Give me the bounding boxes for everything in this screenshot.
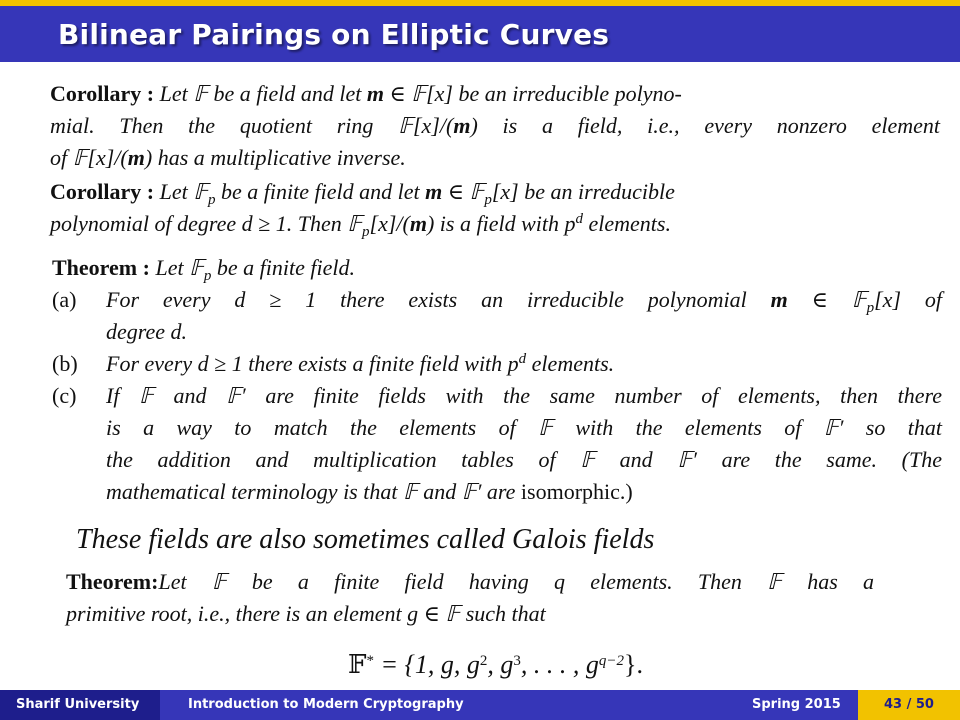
formula-lhs: 𝔽 [348, 650, 367, 679]
item-c-isomorphic: isomorphic.) [520, 479, 633, 504]
item-c-line-2: is a way to match the elements of 𝔽 with the elements of 𝔽′ so that [106, 415, 942, 440]
formula-c1: , g [487, 650, 514, 679]
formula-exp-q: q−2 [598, 653, 625, 669]
item-a-line-2: degree d. [106, 319, 188, 344]
corollary-2-text-1d: [x] be an irreducible [491, 179, 675, 204]
footer-university: Sharif University [0, 690, 160, 720]
corollary-2-text-2b: [x]/( [369, 211, 410, 236]
corollary-2-text-1c: ∈ 𝔽 [442, 179, 485, 204]
symbol-m: m [127, 145, 145, 170]
formula-star: * [366, 653, 374, 669]
corollary-1-text-1b: ∈ 𝔽[x] be an irreducible polyno- [383, 81, 682, 106]
symbol-p-subscript: p [866, 300, 875, 316]
slide-title: Bilinear Pairings on Elliptic Curves [58, 18, 610, 51]
corollary-1-text-2b: ) is a field, i.e., every nonzero element [470, 113, 941, 138]
item-a-text-b: ∈ 𝔽 [787, 287, 867, 312]
symbol-m: m [770, 287, 788, 312]
corollary-2-text-2a: polynomial of degree d ≥ 1. Then 𝔽 [50, 211, 363, 236]
theorem-1-item-b [52, 348, 942, 380]
slide-content [0, 62, 960, 688]
corollary-1-text-2a: mial. Then the quotient ring 𝔽[x]/( [50, 113, 454, 138]
item-a-text-c: [x] of [874, 287, 942, 312]
primitive-root-formula [348, 650, 643, 680]
item-label: (a) [52, 287, 77, 312]
formula-c2: , . . . , g [520, 650, 599, 679]
footer-bar [0, 690, 960, 720]
corollary-1 [50, 78, 940, 174]
galois-note: These fields are also sometimes called Galois fields [76, 524, 655, 555]
symbol-d-superscript: d [518, 351, 527, 367]
symbol-m: m [453, 113, 471, 138]
item-label: (c) [52, 383, 77, 408]
corollary-1-label: Corollary : [50, 81, 155, 106]
item-b-text-b: elements. [526, 351, 615, 376]
theorem-2-label: Theorem: [66, 569, 159, 594]
theorem-2-line-2: primitive root, i.e., there is an element g ∈ 𝔽 such that [66, 601, 546, 626]
footer-page-number: 43 / 50 [858, 690, 960, 720]
formula-exp-2: 2 [479, 653, 488, 669]
item-b-text: For every d ≥ 1 there exists a finite field with p [106, 351, 519, 376]
item-c-line-1: If 𝔽 and 𝔽′ are finite fields with the same number of elements, then there [106, 383, 942, 408]
symbol-m: m [425, 179, 443, 204]
symbol-m: m [366, 81, 384, 106]
item-c-line-3: the addition and multiplication tables of 𝔽 and 𝔽′ are the same. (The [106, 447, 942, 472]
theorem-1-item-a [52, 284, 942, 348]
corollary-1-text-1: Let 𝔽 be a field and let [154, 81, 367, 106]
item-label: (b) [52, 351, 78, 376]
footer-course: Introduction to Modern Cryptography [160, 690, 746, 720]
symbol-d-superscript: d [575, 211, 583, 227]
symbol-m: m [409, 211, 427, 236]
theorem-1 [52, 252, 942, 508]
corollary-2-text-2d: elements. [582, 211, 671, 236]
theorem-1-label: Theorem : [52, 255, 150, 280]
corollary-2-label: Corollary : [50, 179, 155, 204]
formula-end: }. [624, 650, 644, 679]
theorem-2-line-1: Let 𝔽 be a finite field having q elements. Then 𝔽 has a [158, 569, 874, 594]
footer-term: Spring 2015 [746, 690, 858, 720]
corollary-2-text-1a: Let 𝔽 [154, 179, 209, 204]
corollary-2-text-1b: be a finite field and let [215, 179, 426, 204]
corollary-2-text-2c: ) is a field with p [426, 211, 576, 236]
symbol-p-subscript: p [208, 192, 216, 208]
theorem-1-intro-b: be a finite field. [211, 255, 355, 280]
item-a-text: For every d ≥ 1 there exists an irreducible polynomial [106, 287, 771, 312]
theorem-1-item-c [52, 380, 942, 508]
symbol-p-subscript: p [484, 192, 492, 208]
symbol-p-subscript: p [362, 224, 370, 240]
title-bar [0, 0, 960, 62]
corollary-2 [50, 176, 940, 240]
theorem-2 [66, 566, 874, 630]
theorem-1-intro-a: Let 𝔽 [149, 255, 204, 280]
formula-exp-3: 3 [513, 653, 521, 669]
formula-mid: = {1, g, g [373, 650, 480, 679]
symbol-p-subscript: p [203, 268, 212, 284]
corollary-1-text-3a: of 𝔽[x]/( [50, 145, 128, 170]
item-c-line-4: mathematical terminology is that 𝔽 and 𝔽′ are [106, 479, 521, 504]
corollary-1-text-3b: ) has a multiplicative inverse. [144, 145, 406, 170]
